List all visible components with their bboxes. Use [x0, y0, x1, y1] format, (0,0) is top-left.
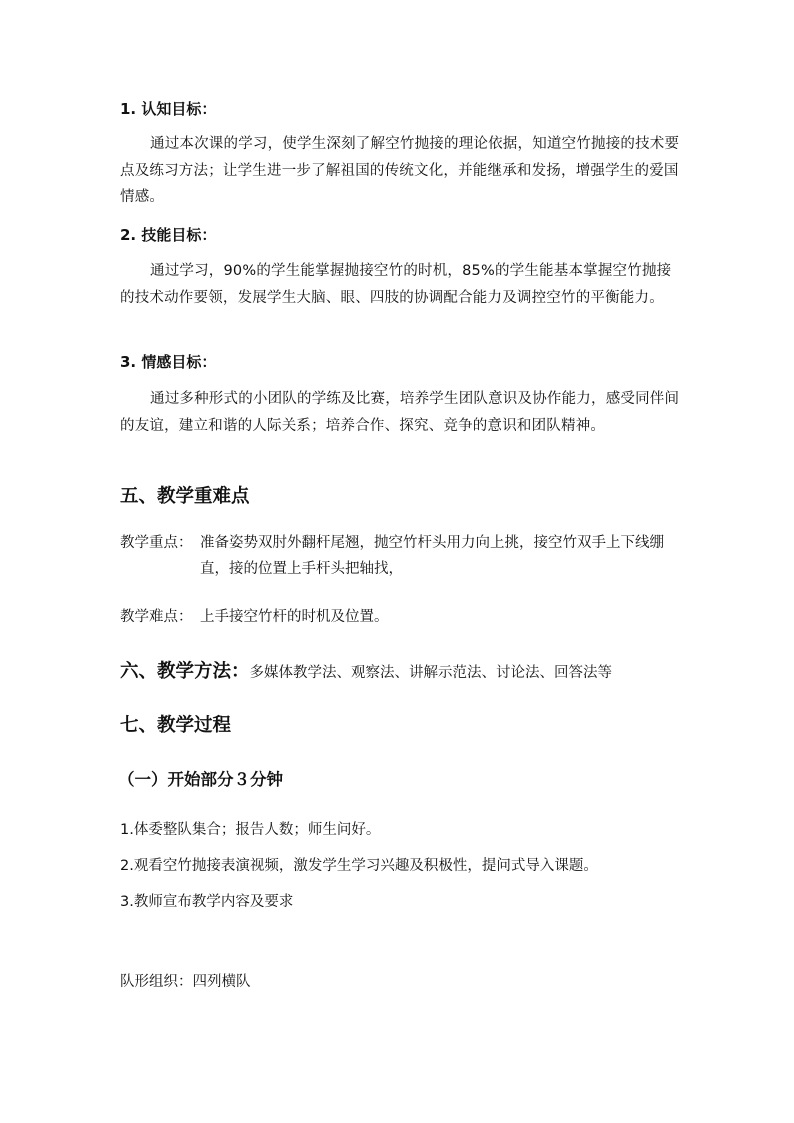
- emotion-goal-heading: 3. 情感目标：: [120, 353, 217, 371]
- start-part-heading: （一）开始部分３分钟: [118, 770, 283, 789]
- cognitive-goal-heading: 1. 认知目标：: [120, 100, 217, 118]
- process-item-2: 2.观看空竹抛接表演视频，激发学生学习兴趣及积极性，提问式导入课题。: [120, 858, 598, 874]
- teaching-focus-label: 教学重点：: [120, 535, 193, 551]
- process-item-3: 3.教师宣布教学内容及要求: [120, 894, 294, 910]
- formation-text: 队形组织：四列横队: [120, 974, 251, 990]
- cognitive-goal-text: 通过本次课的学习，使学生深刻了解空竹抛接的理论依据，知道空竹抛接的技术要点及练习方法；让学生进一步了解祖国的传统文化，并能继承和发扬，增强学生的爱国情感。: [120, 136, 680, 205]
- methods-heading: 六、教学方法：: [120, 661, 250, 682]
- teaching-difficulty-text: 上手接空竹杆的时机及位置。: [200, 609, 389, 625]
- keypoints-heading: 五、教学重难点: [120, 486, 250, 507]
- teaching-difficulty-label: 教学难点：: [120, 609, 193, 625]
- teaching-difficulty: [120, 604, 680, 630]
- process-heading: 七、教学过程: [120, 715, 232, 736]
- emotion-goal-text: 通过多种形式的小团队的学练及比赛，培养学生团队意识及协作能力，感受同伴间的友谊，建立和谐的人际关系；培养合作、探究、竞争的意识和团队精神。: [120, 391, 680, 434]
- methods-heading-row: [120, 659, 700, 686]
- skill-goal-text: 通过学习，90%的学生能掌握抛接空竹的时机，85%的学生能基本掌握空竹抛接的技术动作要领，发展学生大脑、眼、四肢的协调配合能力及调控空竹的平衡能力。: [120, 263, 672, 306]
- process-item-1: 1.体委整队集合；报告人数；师生问好。: [120, 822, 381, 838]
- skill-goal-heading: 2. 技能目标：: [120, 226, 217, 244]
- methods-text: 多媒体教学法、观察法、讲解示范法、讨论法、回答法等: [249, 665, 613, 681]
- teaching-focus-text: 准备姿势双肘外翻杆尾翘，抛空竹杆头用力向上挑，接空竹双手上下线绷直，接的位置上手杆头把轴找，: [200, 535, 664, 577]
- teaching-focus: [120, 530, 680, 582]
